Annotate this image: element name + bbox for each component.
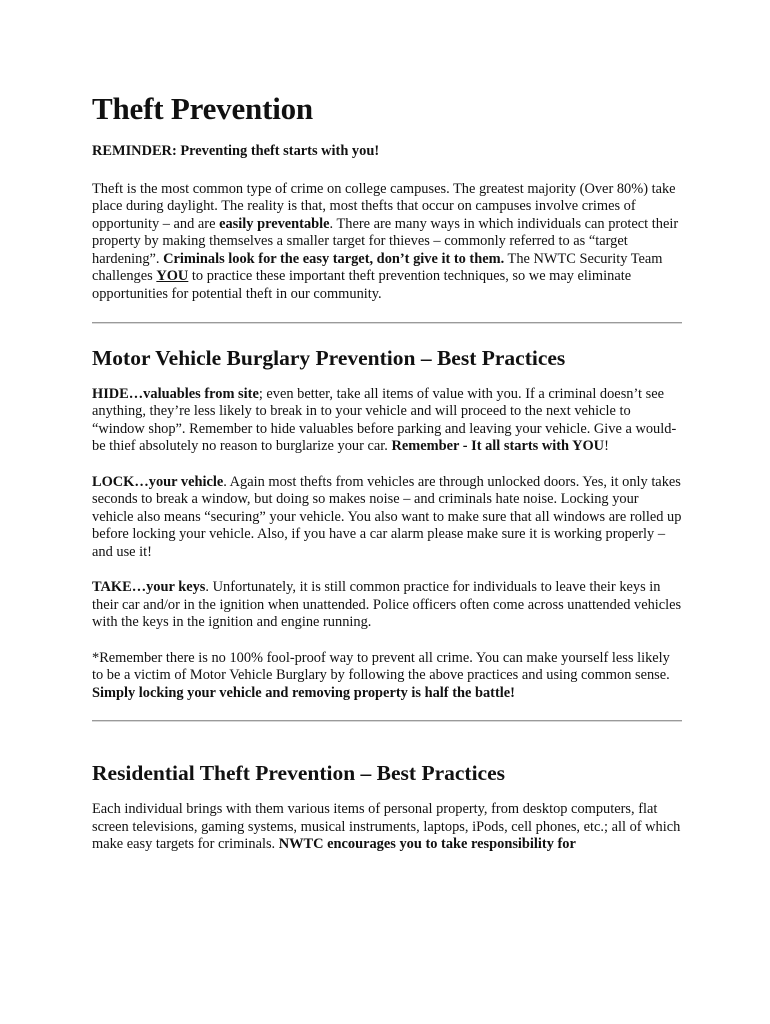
lock-paragraph [92,474,682,562]
take-text: . Unfortunately, it is still common practice for individuals to leave their keys in their car and/or in the ignition when unattended. Police officers often come across unattended vehicles with the keys in the ignition and engine running. [92,579,682,631]
document-page [92,90,682,872]
residential-text: Each individual brings with them various items of personal property, from desktop computers, flat screen televisions, gaming systems, musical instruments, laptops, iPods, cell phones, etc.; all of which make easy targets for criminals. [92,801,681,853]
intro-text-1: Theft is the most common type of crime on college campuses. The greatest majority (Over 80%) take place during daylight. The reality is that, most thefts that occur on campuses involve crimes of opportunity – and are [92,180,676,232]
lock-text: . Again most thefts from vehicles are through unlocked doors. Yes, it only takes seconds to break a window, but doing so makes noise – and criminals hate noise. Locking your vehicle also means “securing” your vehicle. You also want to make sure that all windows are rolled up before locking your vehicle. Also, if you have a car alarm please make sure it is working properly – and use it! [92,473,682,560]
section-divider [92,720,682,722]
lock-bold-lead: LOCK…your vehicle [92,473,224,490]
take-paragraph [92,579,682,632]
hide-text-1: ; even better, take all items of value with you. If a criminal doesn’t see anything, they’re less likely to break in to your vehicle and will proceed to the next vehicle to “window shop”. Remember to hide valuables before parking and leaving your vehicle. Give a would-be thief absolutely no reason to burglarize your car. [92,385,677,455]
hide-paragraph [92,386,682,456]
intro-paragraph [92,181,682,304]
hide-bold-2: Remember - It all starts with YOU [391,438,605,455]
intro-bold-2: Criminals look for the easy target, don’t give it to them. [163,250,505,267]
take-bold-lead: TAKE…your keys [92,579,206,596]
intro-text-2: . There are many ways in which individuals can protect their property by making themselves a smaller target for thieves – commonly referred to as “target hardening”. [92,215,679,267]
note-text: *Remember there is no 100% fool-proof way to prevent all crime. You can make yourself less likely to be a victim of Motor Vehicle Burglary by following the above practices and using common sense. [92,649,670,684]
residential-paragraph [92,801,682,854]
intro-underlined-you: YOU [156,268,189,285]
section-divider [92,322,682,324]
intro-text-4: to practice these important theft prevention techniques, so we may eliminate opportunities for potential theft in our community. [92,268,632,302]
residential-heading: Residential Theft Prevention – Best Practices [92,761,506,786]
page-title: Theft Prevention [92,91,313,126]
residential-bold: NWTC encourages you to take responsibility for [278,836,576,853]
note-bold: Simply locking your vehicle and removing property is half the battle! [92,684,515,701]
reminder-line: REMINDER: Preventing theft starts with you! [92,143,380,160]
hide-bold-lead: HIDE…valuables from site [92,385,259,402]
reminder-note-paragraph [92,650,682,703]
intro-bold-1: easily preventable [219,215,330,232]
hide-text-2: ! [604,438,609,455]
motor-vehicle-heading: Motor Vehicle Burglary Prevention – Best Practices [92,346,566,371]
intro-text-3: The NWTC Security Team challenges [92,250,663,285]
